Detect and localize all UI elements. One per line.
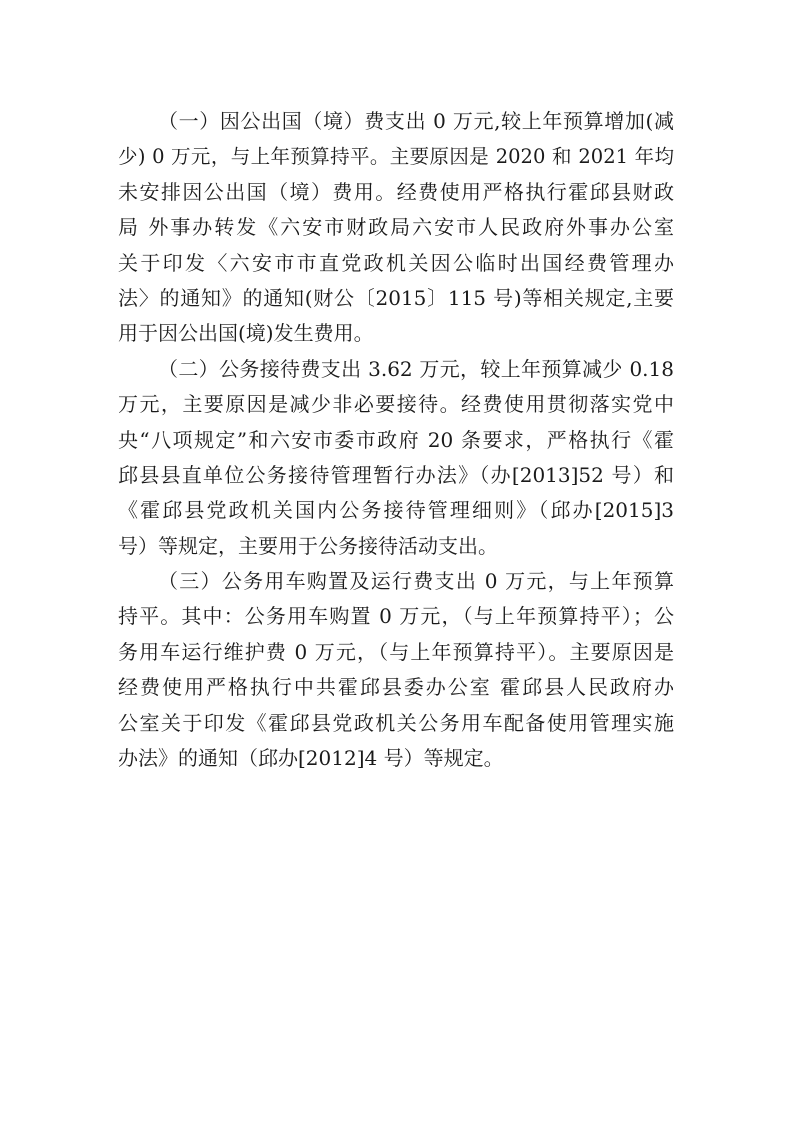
text-line: 关于印发〈六安市市直党政机关因公临时出国经费管理办 (118, 250, 674, 275)
text-line: 《霍邱县党政机关国内公务接待管理细则》（邱办[2015]3 (118, 498, 674, 523)
text-line: 用于因公出国(境)发生费用。 (118, 321, 374, 346)
paragraph-vehicles (118, 564, 674, 776)
text-line: （三）公务用车购置及运行费支出 0 万元，与上年预算 (158, 569, 674, 594)
text-line: 邱县县直单位公务接待管理暂行办法》（办[2013]52 号）和 (118, 462, 674, 487)
text-line: 少) 0 万元，与上年预算持平。主要原因是 2020 和 2021 年均 (118, 145, 674, 169)
text-line: 号）等规定，主要用于公务接待活动支出。 (118, 533, 498, 558)
text-line: 局 外事办转发《六安市财政局六安市人民政府外事办公室 (118, 215, 674, 240)
text-line: （一）因公出国（境）费支出 0 万元,较上年预算增加(减 (158, 109, 674, 133)
text-line: 持平。其中：公务用车购置 0 万元，（与上年预算持平）；公 (118, 604, 674, 629)
document-page (118, 104, 674, 776)
text-line: （二）公务接待费支出 3.62 万元，较上年预算减少 0.18 (158, 356, 674, 381)
text-line: 办法》的通知（邱办[2012]4 号）等规定。 (118, 746, 504, 771)
text-line: 未安排因公出国（境）费用。经费使用严格执行霍邱县财政 (118, 179, 674, 204)
paragraph-reception (118, 352, 674, 564)
text-line: 务用车运行维护费 0 万元，（与上年预算持平）。主要原因是 (118, 639, 674, 664)
text-line: 经费使用严格执行中共霍邱县委办公室 霍邱县人民政府办 (118, 675, 674, 700)
text-line: 央“八项规定”和六安市委市政府 20 条要求，严格执行《霍 (118, 427, 674, 452)
paragraph-outbound-travel (118, 104, 674, 352)
text-line: 万元，主要原因是减少非必要接待。经费使用贯彻落实党中 (118, 392, 674, 417)
text-line: 法〉的通知》的通知(财公〔2015〕115 号)等相关规定,主要 (118, 285, 674, 310)
text-line: 公室关于印发《霍邱县党政机关公务用车配备使用管理实施 (118, 710, 674, 735)
